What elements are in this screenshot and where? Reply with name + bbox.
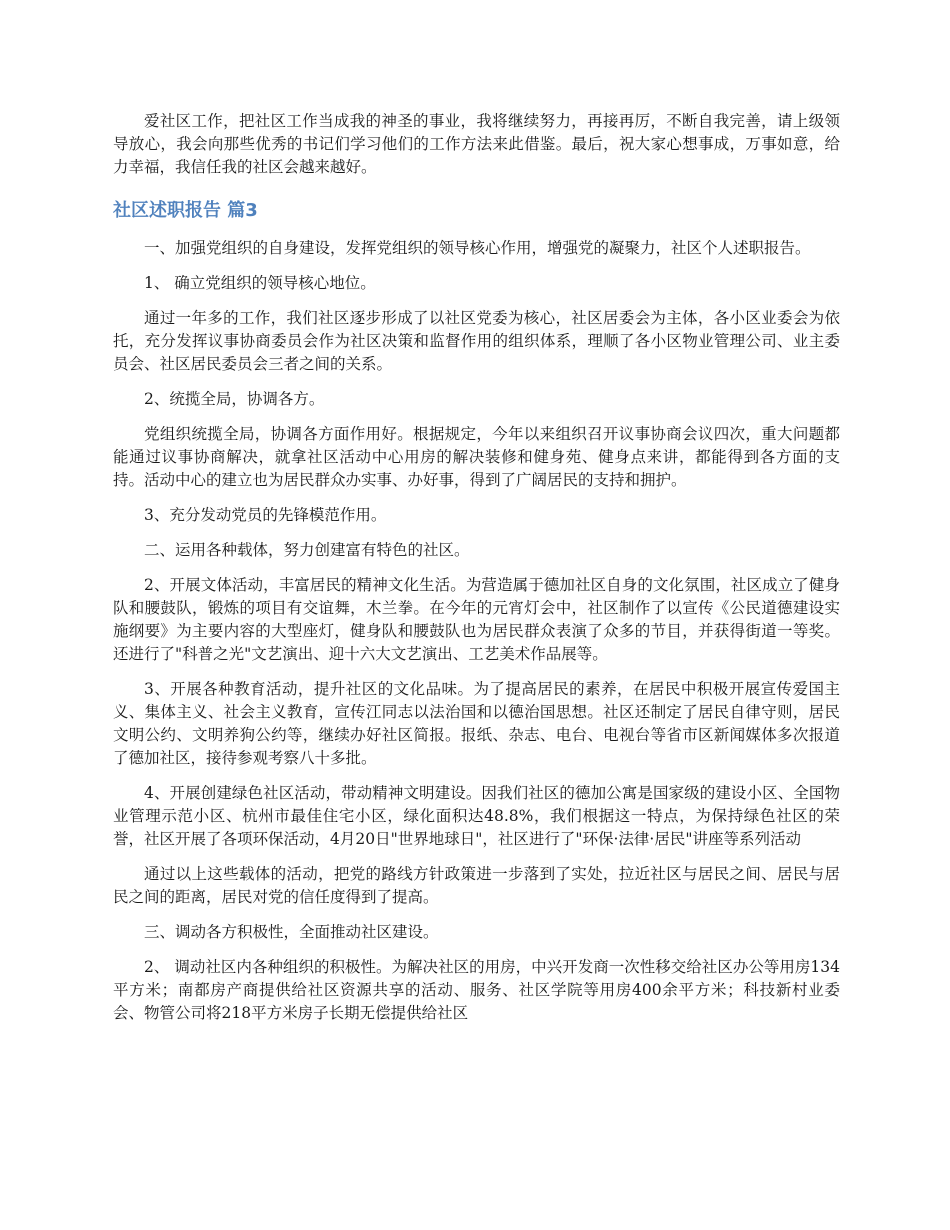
paragraph: 一、加强党组织的自身建设，发挥党组织的领导核心作用，增强党的凝聚力，社区个人述职报告。	[144, 239, 811, 257]
paragraph: 4、开展创建绿色社区活动，带动精神文明建设。因我们社区的德加公寓是国家级的建设小区、全国物业管理示范小区、杭州市最佳住宅小区，绿化面积达48.8%，我们根据这一特点，为保持绿色社区的荣誉，社区开展了各项环保活动，4月20日"世界地球日"，社区进行了"环保·法律·居民"讲座等系列活动	[113, 784, 840, 848]
paragraph: 二、运用各种载体，努力创建富有特色的社区。	[144, 541, 470, 559]
document-page	[113, 110, 840, 1037]
paragraph: 1、 确立党组织的领导核心地位。	[144, 274, 376, 292]
paragraph: 2、 调动社区内各种组织的积极性。为解决社区的用房，中兴开发商一次性移交给社区办公等用房134平方米；南都房产商提供给社区资源共享的活动、服务、社区学院等用房400余平方米；科技新村业委会、物管公司将218平方米房子长期无偿提供给社区	[113, 958, 840, 1022]
paragraph: 党组织统揽全局，协调各方面作用好。根据规定，今年以来组织召开议事协商会议四次，重大问题都能通过议事协商解决，就拿社区活动中心用房的解决装修和健身苑、健身点来讲，都能得到各方面的支持。活动中心的建立也为居民群众办实事、办好事，得到了广阔居民的支持和拥护。	[113, 425, 840, 489]
paragraph: 2、开展文体活动，丰富居民的精神文化生活。为营造属于德加社区自身的文化氛围，社区成立了健身队和腰鼓队，锻炼的项目有交谊舞，木兰拳。在今年的元宵灯会中，社区制作了以宣传《公民道德建设实施纲要》为主要内容的大型座灯，健身队和腰鼓队也为居民群众表演了众多的节目，并获得街道一等奖。还进行了"科普之光"文艺演出、迎十六大文艺演出、工艺美术作品展等。	[113, 576, 840, 663]
paragraph: 通过一年多的工作，我们社区逐步形成了以社区党委为核心，社区居委会为主体，各小区业委会为依托，充分发挥议事协商委员会作为社区决策和监督作用的组织体系，理顺了各小区物业管理公司、业主委员会、社区居民委员会三者之间的关系。	[113, 309, 840, 373]
paragraph: 3、充分发动党员的先锋模范作用。	[144, 506, 387, 524]
intro-paragraph: 爱社区工作，把社区工作当成我的神圣的事业，我将继续努力，再接再厉，不断自我完善，请上级领导放心，我会向那些优秀的书记们学习他们的工作方法来此借鉴。最后，祝大家心想事成，万事如意，给力幸福，我信任我的社区会越来越好。	[113, 112, 840, 176]
paragraph: 通过以上这些载体的活动，把党的路线方针政策进一步落到了实处，拉近社区与居民之间、居民与居民之间的距离，居民对党的信任度得到了提高。	[113, 865, 840, 906]
paragraph: 3、开展各种教育活动，提升社区的文化品味。为了提高居民的素养，在居民中积极开展宣传爱国主义、集体主义、社会主义教育，宣传江同志以法治国和以德治国思想。社区还制定了居民自律守则，居民文明公约、文明养狗公约等，继续办好社区简报。报纸、杂志、电台、电视台等省市区新闻媒体多次报道了德加社区，接待参观考察八十多批。	[113, 680, 840, 767]
paragraph: 2、统揽全局，协调各方。	[144, 390, 325, 408]
paragraph: 三、调动各方积极性，全面推动社区建设。	[144, 923, 439, 941]
section-heading: 社区述职报告 篇3	[113, 200, 258, 221]
